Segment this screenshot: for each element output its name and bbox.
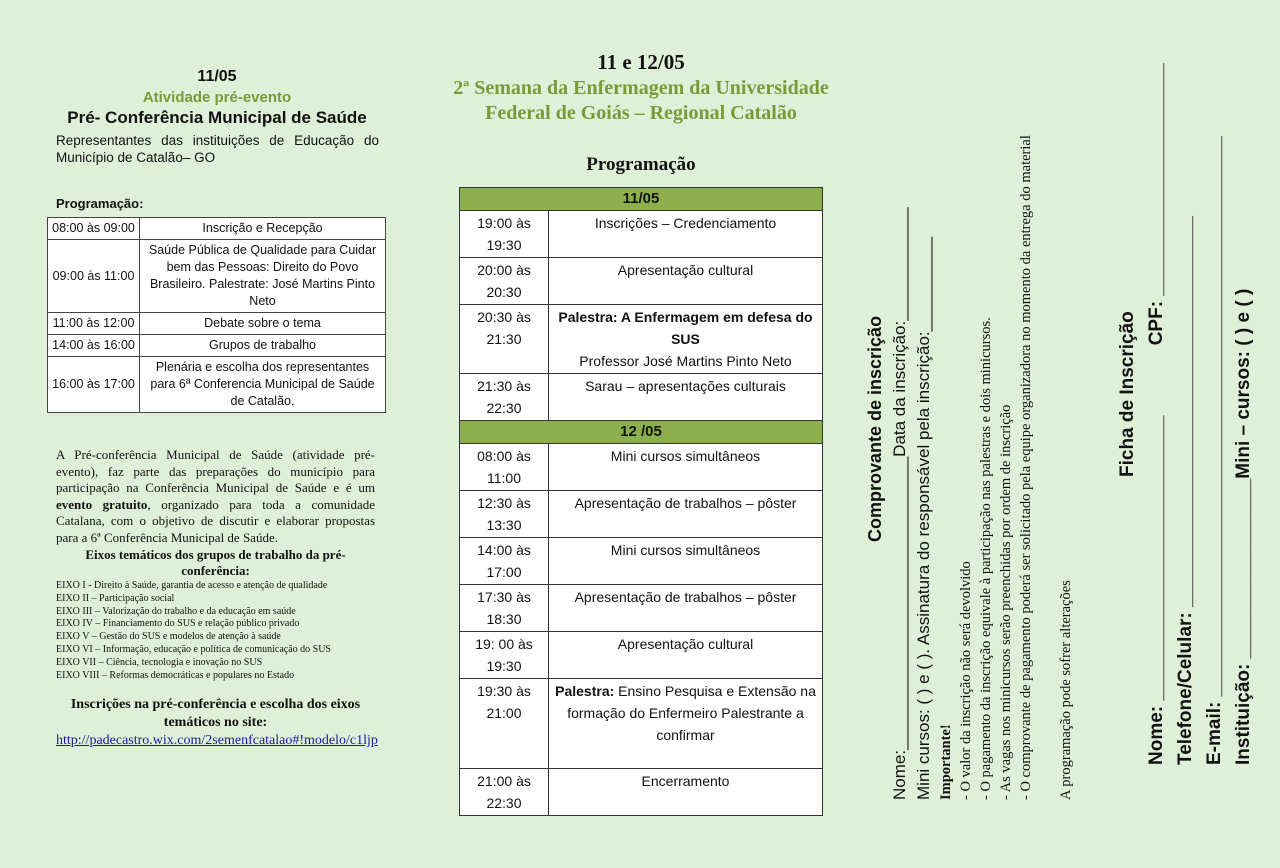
inscricoes-link[interactable]: http://padecastro.wix.com/2semenfcatalao#!modelo/c1ljp bbox=[56, 733, 378, 749]
program-table bbox=[459, 187, 823, 816]
day1-header: 11/05 bbox=[460, 188, 823, 211]
list-item: EIXO III – Valorização do trabalho e da educação em saúde bbox=[56, 605, 296, 617]
preevent-panel bbox=[47, 68, 387, 750]
event-title: 2ª Semana da Enfermagem da Universidade Federal de Goiás – Regional Catalão bbox=[453, 77, 829, 124]
list-item: EIXO I - Direito à Saúde, garantia de acesso e atenção de qualidade bbox=[56, 580, 328, 591]
event-date: 11 e 12/05 bbox=[597, 50, 685, 74]
form-email-field[interactable]: E-mail: _____________________________________________________ bbox=[1204, 136, 1225, 765]
program-time: 20:00 às 20:30 bbox=[460, 258, 549, 305]
program-activity: Professor José Martins Pinto Neto bbox=[579, 353, 792, 369]
preevent-program-heading: Programação: bbox=[56, 196, 144, 211]
receipt-note: A programação pode sofrer alterações bbox=[1058, 580, 1074, 800]
paragraph-text: A Pré-conferência Municipal de Saúde (atividade pré-evento), faz parte das preparações do município para participação na Conferência Municipal de Saúde e é um bbox=[56, 447, 375, 495]
table-row bbox=[48, 357, 386, 413]
form-title: Ficha de Inscrição bbox=[1117, 311, 1138, 477]
schedule-activity: Saúde Pública de Qualidade para Cuidar bem das Pessoas: Direito do Povo Brasileiro. Palestrate: José Martins Pinto Neto bbox=[140, 240, 386, 313]
program-time: 17:30 às 18:30 bbox=[460, 585, 549, 632]
eixos-list bbox=[56, 580, 387, 682]
schedule-activity: Grupos de trabalho bbox=[140, 335, 386, 357]
list-item: EIXO VI – Informação, educação e política de comunicação do SUS bbox=[56, 643, 331, 655]
schedule-activity: Plenária e escolha dos representantes para 6ª Conferencia Municipal de Saúde de Catalão. bbox=[140, 357, 386, 413]
program-activity-bold: Palestra: A Enfermagem em defesa do SUS bbox=[558, 309, 813, 347]
program-activity: Mini cursos simultâneos bbox=[549, 444, 823, 491]
program-activity: Ensino Pesquisa e Extensão na formação do Enfermeiro Palestrante a confirmar bbox=[567, 683, 816, 743]
program-time: 08:00 às 11:00 bbox=[460, 444, 549, 491]
table-row bbox=[460, 538, 823, 585]
program-time: 20:30 às 21:30 bbox=[460, 305, 549, 374]
table-row bbox=[48, 335, 386, 357]
program-activity-cell bbox=[549, 679, 823, 769]
form-phone-field[interactable]: Telefone/Celular: _____________________________________ bbox=[1175, 216, 1196, 765]
program-activity: Mini cursos simultâneos bbox=[549, 538, 823, 585]
form-cpf-field[interactable]: CPF: ______________________ bbox=[1146, 63, 1167, 346]
preevent-description: Representantes das instituições de Educação do Município de Catalão– GO bbox=[56, 133, 379, 165]
program-time: 21:30 às 22:30 bbox=[460, 374, 549, 421]
schedule-activity: Inscrição e Recepção bbox=[140, 218, 386, 240]
form-name-field[interactable]: Nome: ___________________________ bbox=[1146, 415, 1167, 765]
program-time: 19: 00 às 19:30 bbox=[460, 632, 549, 679]
inscricoes-text: Inscrições na pré-conferência e escolha dos eixos temáticos no site: bbox=[70, 697, 361, 731]
schedule-time: 11:00 às 12:00 bbox=[48, 313, 140, 335]
schedule-time: 16:00 às 17:00 bbox=[48, 357, 140, 413]
table-row bbox=[460, 211, 823, 258]
table-row bbox=[460, 769, 823, 816]
program-time: 12:30 às 13:30 bbox=[460, 491, 549, 538]
receipt-panel bbox=[862, 40, 1076, 800]
table-row bbox=[460, 632, 823, 679]
receipt-important: Importante! bbox=[938, 724, 954, 800]
receipt-minicursos-line: Mini cursos: ( ) e ( ). Assinatura do responsável pela inscrição:__________ bbox=[914, 236, 933, 800]
program-activity: Apresentação cultural bbox=[549, 258, 823, 305]
receipt-note: - O valor da inscrição não será devolvido bbox=[958, 561, 974, 800]
program-time: 21:00 às 22:30 bbox=[460, 769, 549, 816]
program-activity-bold: Palestra: bbox=[555, 683, 615, 699]
table-row bbox=[460, 491, 823, 538]
schedule-activity: Debate sobre o tema bbox=[140, 313, 386, 335]
program-time: 19:00 às 19:30 bbox=[460, 211, 549, 258]
program-activity: Inscrições – Credenciamento bbox=[549, 211, 823, 258]
program-time: 19:30 às 21:00 bbox=[460, 679, 549, 769]
list-item: EIXO V – Gestão do SUS e modelos de atenção à saúde bbox=[56, 631, 281, 643]
table-row bbox=[460, 374, 823, 421]
preevent-subtitle: Atividade pré-evento bbox=[142, 89, 292, 106]
program-activity: Encerramento bbox=[549, 769, 823, 816]
list-item: EIXO IV – Financiamento do SUS e relação público privado bbox=[56, 618, 300, 630]
program-activity: Apresentação de trabalhos – pôster bbox=[549, 491, 823, 538]
preevent-paragraph bbox=[56, 447, 375, 546]
list-item: EIXO VII – Ciência, tecnologia e inovação no SUS bbox=[56, 656, 263, 668]
schedule-time: 08:00 às 09:00 bbox=[48, 218, 140, 240]
receipt-note: - As vagas nos minicursos serão preenchidas por ordem de inscrição bbox=[998, 404, 1014, 800]
table-row bbox=[460, 258, 823, 305]
table-row bbox=[460, 679, 823, 769]
program-activity: Sarau – apresentações culturais bbox=[549, 374, 823, 421]
table-row bbox=[48, 218, 386, 240]
program-activity-cell bbox=[549, 305, 823, 374]
main-program-panel bbox=[453, 50, 829, 816]
day-header-row bbox=[460, 188, 823, 211]
eixos-heading: Eixos temáticos dos grupos de trabalho da pré-conferência: bbox=[85, 547, 346, 578]
schedule-time: 14:00 às 16:00 bbox=[48, 335, 140, 357]
registration-form bbox=[1113, 45, 1258, 765]
table-row bbox=[48, 240, 386, 313]
paragraph-bold: evento gratuito bbox=[56, 496, 148, 512]
preevent-date: 11/05 bbox=[197, 68, 237, 85]
day2-header: 12 /05 bbox=[460, 421, 823, 444]
list-item: EIXO VIII – Reformas democráticas e populares no Estado bbox=[56, 669, 295, 681]
form-row-name-cpf bbox=[1142, 45, 1171, 765]
receipt-note: - O pagamento da inscrição equivale à participação nas palestras e dois minicursos. bbox=[978, 317, 994, 800]
program-activity: Apresentação de trabalhos – pôster bbox=[549, 585, 823, 632]
preevent-title: Pré- Conferência Municipal de Saúde bbox=[67, 108, 367, 127]
preevent-schedule-table bbox=[47, 217, 386, 413]
program-heading: Programação bbox=[586, 154, 696, 175]
table-row bbox=[48, 313, 386, 335]
form-institution-field[interactable]: Instituição: _________________Mini – cursos: ( ) e ( ) bbox=[1233, 288, 1254, 765]
receipt-title: Comprovante de inscrição bbox=[865, 315, 885, 542]
program-activity: Apresentação cultural bbox=[549, 632, 823, 679]
list-item: EIXO II – Participação social bbox=[56, 592, 175, 604]
schedule-time: 09:00 às 11:00 bbox=[48, 240, 140, 313]
receipt-note: - O comprovante de pagamento poderá ser solicitado pela equipe organizadora no momento da entrega do material bbox=[1018, 135, 1034, 800]
table-row bbox=[460, 585, 823, 632]
day-header-row bbox=[460, 421, 823, 444]
table-row bbox=[460, 444, 823, 491]
receipt-name-line: Nome:_______________________________Data da inscrição:____________ bbox=[890, 207, 909, 800]
paragraph-text: , organizado para toda a comunidade Catalana, com o objetivo de discutir e elaborar propostas para a 6ª Conferência Municipal de Saúde. bbox=[56, 496, 375, 545]
table-row bbox=[460, 305, 823, 374]
program-time: 14:00 às 17:00 bbox=[460, 538, 549, 585]
